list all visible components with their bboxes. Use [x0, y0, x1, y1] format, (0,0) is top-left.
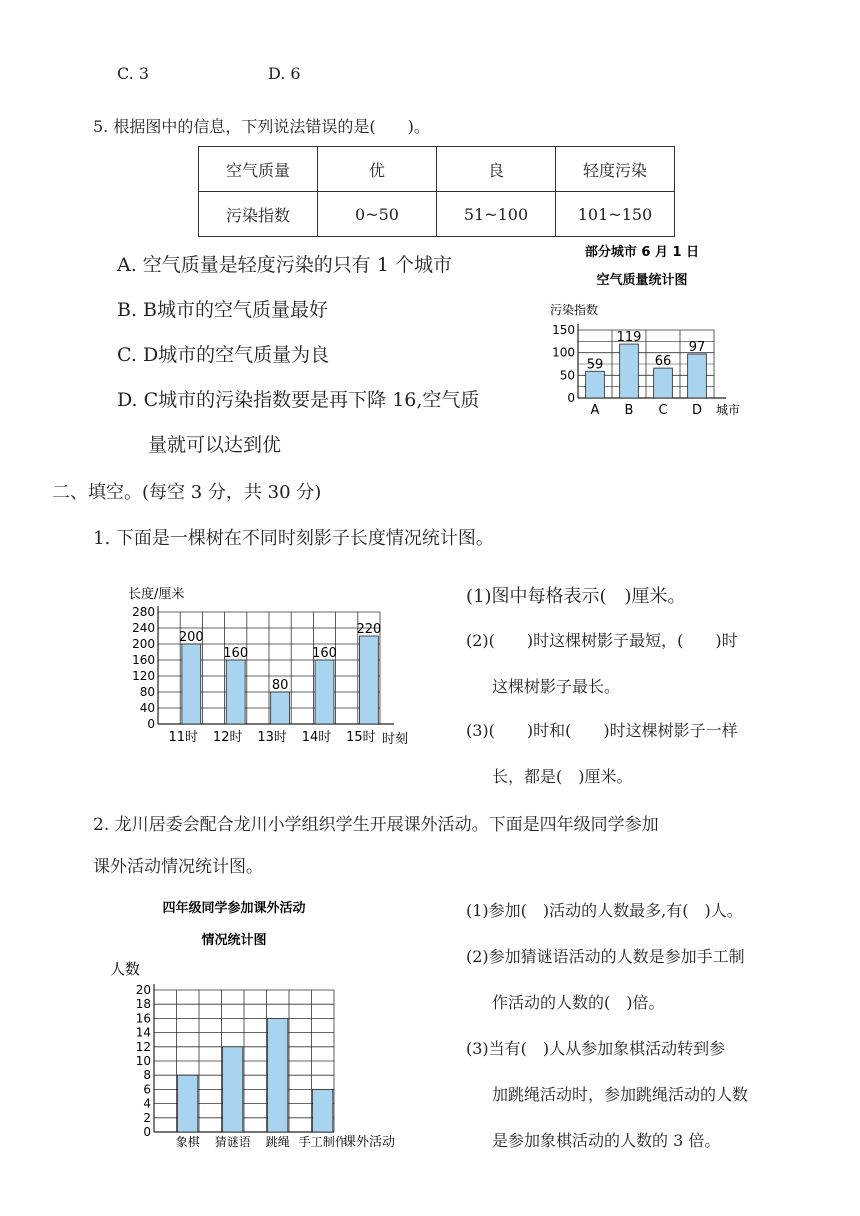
bar-14时	[315, 660, 334, 724]
table-cell: 51~100	[437, 192, 556, 237]
y-tick-label: 8	[143, 1068, 151, 1083]
x-tick-label: D	[691, 403, 703, 418]
table-cell: 轻度污染	[556, 147, 675, 192]
data-label: 119	[616, 330, 642, 346]
x-tick-label: 12时	[212, 730, 243, 745]
y-tick-label: 14	[135, 1025, 151, 1040]
y-tick-label: 240	[132, 621, 155, 635]
bar-12时	[226, 660, 245, 724]
data-label: 200	[178, 630, 204, 645]
activities-chart	[110, 890, 410, 1180]
q2-sub2-line1: (2)参加猜谜语活动的人数是参加手工制	[466, 947, 745, 966]
y-tick-label: 150	[552, 323, 575, 337]
data-label: 220	[356, 622, 382, 637]
bar-D	[688, 354, 707, 398]
q1-sub2-line2: 这棵树影子最长。	[492, 677, 621, 696]
data-label: 97	[688, 340, 706, 356]
data-label: 80	[271, 678, 289, 693]
data-label: 160	[312, 646, 337, 661]
x-tick-label: 13时	[257, 730, 287, 745]
y-tick-label: 200	[132, 637, 155, 651]
bar-猜谜语	[223, 1047, 243, 1132]
bar-跳绳	[268, 1018, 288, 1132]
q2-sub3-line1: (3)当有( )人从参加象棋活动转到参	[466, 1039, 726, 1058]
q2-sub2-line2: 作活动的人数的( )倍。	[492, 993, 665, 1012]
y-tick-label: 20	[135, 983, 151, 997]
table-cell: 优	[318, 147, 437, 192]
q1-sub2-line1: (2)( )时这棵树影子最短，( )时	[466, 631, 738, 650]
x-tick-label: 象棋	[175, 1135, 200, 1149]
y-tick-label: 120	[132, 669, 155, 683]
x-tick-label: 15时	[346, 730, 376, 745]
bar-B	[620, 344, 639, 398]
y-tick-label: 18	[135, 997, 151, 1012]
table-cell: 良	[437, 147, 556, 192]
y-axis-label: 污染指数	[550, 303, 599, 317]
q2-sub1: (1)参加( )活动的人数最多,有( )人。	[466, 901, 743, 920]
y-tick-label: 4	[143, 1096, 151, 1111]
q1-stem: 1. 下面是一棵树在不同时刻影子长度情况统计图。	[93, 528, 494, 549]
x-axis-label: 时刻	[382, 732, 409, 747]
chart-subtitle: 空气质量统计图	[596, 273, 688, 288]
bar-手工制作	[313, 1089, 333, 1132]
q1-sub3-line1: (3)( )时和( )时这棵树影子一样	[466, 721, 738, 740]
y-tick-label: 160	[132, 653, 155, 667]
y-tick-label: 10	[135, 1054, 151, 1068]
x-tick-label: B	[624, 403, 634, 418]
q4-option-d: D. 6	[268, 64, 301, 83]
x-tick-label: C	[658, 403, 668, 418]
bar-象棋	[178, 1075, 198, 1132]
air-quality-table	[198, 146, 675, 237]
y-tick-label: 12	[135, 1039, 151, 1054]
q2-stem-line2: 课外活动情况统计图。	[93, 857, 263, 877]
y-tick-label: 50	[559, 368, 575, 383]
x-axis-label: 城市	[716, 403, 741, 417]
section-title: 二、填空。(每空 3 分，共 30 分)	[52, 482, 322, 503]
q1-sub3-line2: 长，都是( )厘米。	[492, 767, 633, 786]
y-tick-label: 2	[143, 1110, 151, 1125]
y-tick-label: 0	[567, 391, 575, 405]
q2-sub3-line2: 加跳绳活动时，参加跳绳活动的人数	[492, 1085, 749, 1104]
y-tick-label: 6	[143, 1082, 151, 1097]
y-tick-label: 0	[147, 717, 155, 731]
q5-option-d-line1: D. C城市的污染指数要是再下降 16,空气质	[117, 389, 480, 411]
x-tick-label: 跳绳	[265, 1135, 290, 1149]
bar-11时	[182, 644, 201, 724]
table-cell: 污染指数	[199, 192, 318, 237]
y-tick-label: 280	[132, 605, 155, 619]
data-label: 66	[654, 354, 672, 370]
chart-title: 部分城市 6 月 1 日	[584, 245, 700, 260]
x-tick-label: 猜谜语	[214, 1135, 251, 1149]
table-row	[199, 192, 675, 237]
q5-option-a: A. 空气质量是轻度污染的只有 1 个城市	[117, 254, 452, 276]
q5-option-b: B. B城市的空气质量最好	[117, 299, 329, 321]
table-cell: 0~50	[318, 192, 437, 237]
table-cell: 101~150	[556, 192, 675, 237]
y-tick-label: 0	[143, 1125, 151, 1139]
data-label: 59	[586, 357, 604, 373]
data-label: 160	[223, 646, 249, 661]
air-quality-chart	[530, 236, 790, 426]
q5-option-d-line2: 量就可以达到优	[148, 434, 282, 456]
q1-sub1: (1)图中每格表示( )厘米。	[466, 586, 686, 607]
q5-option-c: C. D城市的空气质量为良	[117, 344, 330, 366]
x-axis-label: 课外活动	[343, 1135, 396, 1150]
q2-stem-line1: 2. 龙川居委会配合龙川小学组织学生开展课外活动。下面是四年级同学参加	[93, 815, 659, 835]
chart-subtitle: 情况统计图	[201, 933, 267, 948]
table-cell: 空气质量	[199, 147, 318, 192]
y-tick-label: 40	[139, 701, 155, 715]
chart-title: 四年级同学参加课外活动	[162, 901, 306, 916]
q5-stem: 5. 根据图中的信息，下列说法错误的是( )。	[93, 117, 430, 136]
shadow-length-chart	[110, 580, 430, 750]
x-tick-label: 11时	[168, 730, 199, 745]
x-tick-label: 14时	[301, 730, 332, 745]
y-tick-label: 100	[552, 345, 575, 360]
y-tick-label: 16	[135, 1011, 151, 1026]
x-tick-label: A	[590, 403, 600, 418]
table-row	[199, 147, 675, 192]
bar-C	[654, 368, 673, 398]
y-axis-label: 人数	[110, 960, 141, 978]
q2-sub3-line3: 是参加象棋活动的人数的 3 倍。	[492, 1131, 721, 1150]
bar-13时	[271, 692, 290, 724]
y-tick-label: 80	[139, 685, 155, 699]
x-tick-label: 手工制作	[298, 1135, 347, 1149]
y-axis-label: 长度/厘米	[128, 587, 185, 602]
q4-option-c: C. 3	[117, 64, 150, 83]
bar-A	[586, 371, 605, 398]
bar-15时	[359, 636, 378, 724]
